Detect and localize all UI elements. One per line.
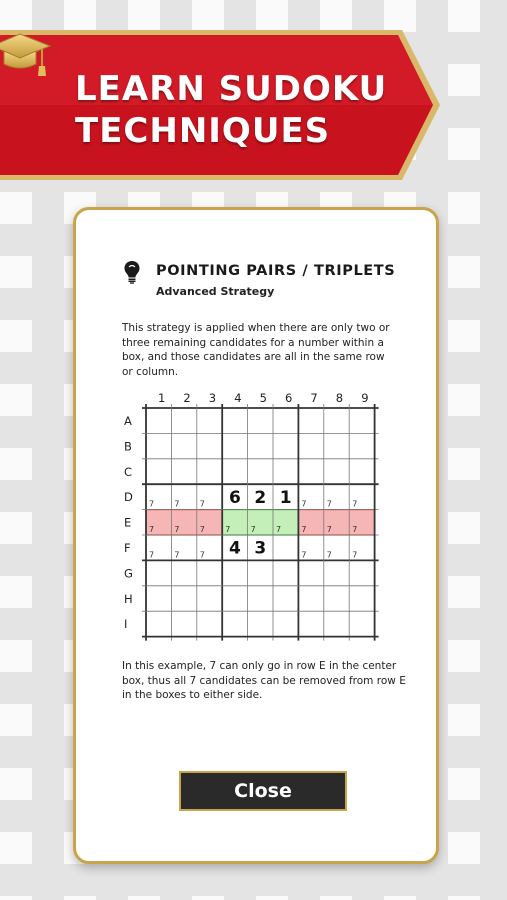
cell-value: 6 [228, 487, 241, 508]
row-label: I [124, 617, 128, 632]
column-label: 9 [361, 391, 369, 405]
technique-card [73, 207, 439, 864]
candidate-mark: 7 [352, 525, 358, 534]
graduation-cap-icon [0, 30, 52, 82]
cell-value: 4 [228, 538, 241, 559]
row-label: D [124, 490, 133, 505]
close-button[interactable]: Close [179, 771, 347, 811]
column-label: 5 [259, 391, 267, 405]
candidate-mark: 7 [199, 499, 205, 509]
column-label: 7 [310, 391, 318, 405]
row-label: G [124, 566, 133, 581]
banner-title [75, 68, 387, 152]
candidate-mark: 7 [352, 550, 358, 560]
column-label: 6 [285, 391, 293, 405]
column-label: 1 [158, 391, 166, 405]
candidate-mark: 7 [276, 525, 282, 534]
row-label: H [124, 591, 133, 606]
candidate-mark: 7 [250, 525, 256, 534]
candidate-mark: 7 [199, 525, 205, 534]
candidate-mark: 7 [149, 499, 155, 509]
candidate-mark: 7 [199, 550, 205, 560]
candidate-mark: 7 [149, 525, 155, 534]
technique-description: This strategy is applied when there are only two or three remaining candidates for a number within a box, and those candidates are all in the same row or column. [122, 322, 390, 378]
banner-title-line1: LEARN SUDOKU [75, 69, 388, 109]
cell-value: 1 [279, 487, 292, 508]
candidate-mark: 7 [149, 550, 155, 560]
banner-title-line2: TECHNIQUES [75, 111, 331, 151]
column-label: 3 [208, 391, 217, 405]
column-label: 8 [335, 391, 344, 405]
candidate-mark: 7 [301, 499, 307, 509]
candidate-mark: 7 [301, 525, 307, 534]
technique-explanation: In this example, 7 can only go in row E in the center box, thus all 7 candidates can be removed from row E in the boxes to either side. [122, 660, 406, 701]
candidate-mark: 7 [174, 525, 180, 534]
row-label: A [124, 414, 132, 428]
candidate-mark: 7 [174, 499, 180, 509]
sudoku-example-grid [76, 210, 436, 650]
candidate-mark: 7 [225, 525, 231, 534]
row-label: C [124, 464, 133, 479]
row-label: B [124, 439, 132, 454]
candidate-mark: 7 [326, 525, 332, 534]
row-label: E [124, 515, 132, 530]
column-label: 4 [234, 391, 242, 405]
candidate-mark: 7 [352, 499, 358, 509]
cell-value: 2 [254, 487, 267, 508]
candidate-mark: 7 [301, 550, 307, 560]
technique-title: POINTING PAIRS / TRIPLETS [156, 263, 396, 279]
candidate-mark: 7 [326, 499, 332, 509]
cell-value: 3 [254, 538, 267, 559]
technique-subtitle: Advanced Strategy [156, 285, 275, 298]
title-banner [0, 30, 442, 180]
candidate-mark: 7 [174, 550, 180, 560]
row-label: F [124, 541, 131, 555]
candidate-mark: 7 [326, 550, 332, 560]
column-label: 2 [183, 391, 191, 405]
